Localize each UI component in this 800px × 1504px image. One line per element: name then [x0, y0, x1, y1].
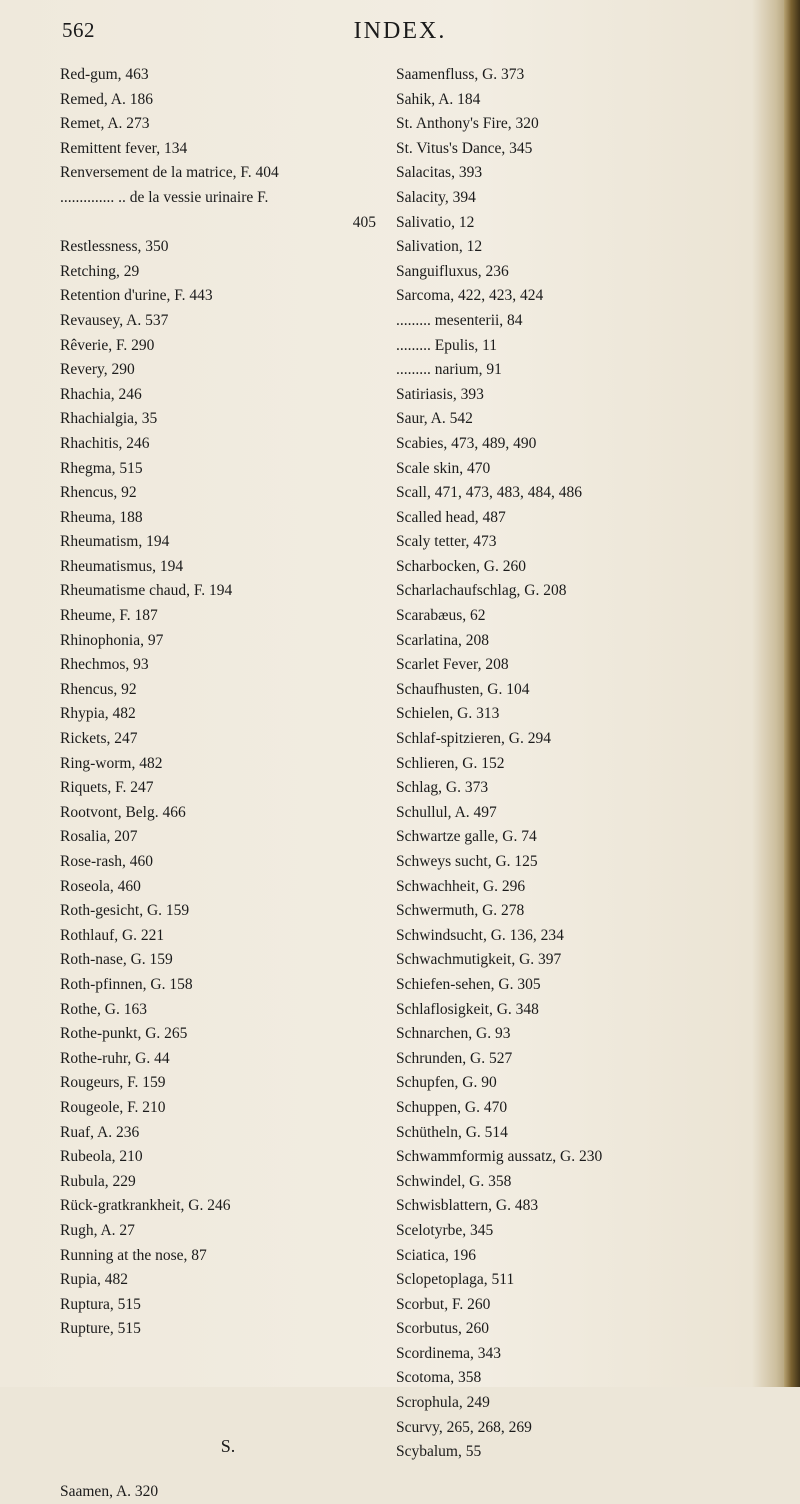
index-entry: Rubeola, 210 — [60, 1148, 143, 1166]
index-entry: Scabies, 473, 489, 490 — [396, 434, 537, 452]
index-entry: ......... mesenterii, 84 — [396, 311, 523, 329]
index-entry: Schwachheit, G. 296 — [396, 877, 526, 895]
index-entry: Rheumatism, 194 — [60, 533, 170, 551]
index-entry: Scotoma, 358 — [396, 1369, 482, 1387]
index-entry: Rupture, 515 — [60, 1320, 141, 1338]
index-entry: Rhachitis, 246 — [60, 434, 150, 452]
index-entry: St. Anthony's Fire, 320 — [396, 115, 539, 133]
index-entry: Rougeole, F. 210 — [60, 1098, 166, 1116]
index-entry: 405 — [352, 213, 376, 231]
index-entry: Scalled head, 487 — [396, 508, 506, 526]
index-entry: Scrophula, 249 — [396, 1394, 490, 1412]
index-entry: Scurvy, 265, 268, 269 — [396, 1418, 532, 1436]
index-entry: Rothlauf, G. 221 — [60, 926, 165, 944]
index-entry: Rhinophonia, 97 — [60, 631, 164, 649]
index-entry: Sanguifluxus, 236 — [396, 262, 509, 280]
index-entry: Salacity, 394 — [396, 188, 476, 206]
index-entry: Revausey, A. 537 — [60, 311, 169, 329]
index-entry: .............. .. de la vessie urinaire F. — [60, 188, 269, 206]
index-entry: Schielen, G. 313 — [396, 705, 500, 723]
index-entry: Scorbutus, 260 — [396, 1320, 489, 1338]
index-entry: Ruptura, 515 — [60, 1295, 141, 1313]
index-entry: Rhencus, 92 — [60, 484, 137, 502]
index-entry: Scaly tetter, 473 — [396, 533, 497, 551]
index-entry: Rheuma, 188 — [60, 508, 143, 526]
index-entry: Saamen, A. 320 — [60, 1482, 159, 1500]
index-entry: Scall, 471, 473, 483, 484, 486 — [396, 484, 582, 502]
index-entry: Ruaf, A. 236 — [60, 1123, 140, 1141]
index-entry: Renversement de la matrice, F. 404 — [60, 164, 279, 182]
left-index-column — [60, 63, 396, 1504]
index-entry: Schwermuth, G. 278 — [396, 902, 525, 920]
index-entry: Ring-worm, 482 — [60, 754, 163, 772]
index-entry: Rothe-punkt, G. 265 — [60, 1025, 188, 1043]
index-entry: Rheumatisme chaud, F. 194 — [60, 582, 233, 600]
index-entry: Sarcoma, 422, 423, 424 — [396, 287, 544, 305]
index-entry: Scarlatina, 208 — [396, 631, 489, 649]
index-entry: Sahik, A. 184 — [396, 90, 481, 108]
index-entry: Salivatio, 12 — [396, 213, 475, 231]
index-entry: Riquets, F. 247 — [60, 779, 154, 797]
index-entry: Scarlet Fever, 208 — [396, 656, 509, 674]
index-entry: Rheumatismus, 194 — [60, 557, 184, 575]
index-entry: Scharbocken, G. 260 — [396, 557, 526, 575]
index-entry: Retching, 29 — [60, 262, 140, 280]
index-entry: Rhencus, 92 — [60, 680, 137, 698]
book-binding-edge — [784, 0, 800, 1387]
index-entry: Schullul, A. 497 — [396, 803, 497, 821]
index-entry: Red-gum, 463 — [60, 66, 149, 83]
index-entry: Rickets, 247 — [60, 730, 138, 748]
index-entry: ......... narium, 91 — [396, 361, 502, 379]
index-entry: Schaufhusten, G. 104 — [396, 680, 530, 698]
index-entry: Schlieren, G. 152 — [396, 754, 505, 772]
index-entry: Scybalum, 55 — [396, 1443, 482, 1461]
index-entry: Schrunden, G. 527 — [396, 1049, 513, 1067]
index-entry: Remet, A. 273 — [60, 115, 150, 133]
index-entry: Rhachia, 246 — [60, 385, 142, 403]
index-entry: Schwindsucht, G. 136, 234 — [396, 926, 564, 944]
index-entry: Rothe, G. 163 — [60, 1000, 147, 1018]
index-entry: Rêverie, F. 290 — [60, 336, 155, 354]
index-entry: ......... Epulis, 11 — [396, 336, 498, 354]
index-entry: Running at the nose, 87 — [60, 1246, 207, 1264]
index-entry: Rhegma, 515 — [60, 459, 143, 477]
index-entry: Sciatica, 196 — [396, 1246, 477, 1264]
index-entry: Rück-gratkrankheit, G. 246 — [60, 1197, 231, 1215]
index-entry: Schupfen, G. 90 — [396, 1074, 497, 1092]
index-entry: Schwindel, G. 358 — [396, 1172, 512, 1190]
index-entry: Rugh, A. 27 — [60, 1221, 135, 1239]
index-entry: Remed, A. 186 — [60, 90, 153, 108]
index-entry: Sclopetoplaga, 511 — [396, 1271, 515, 1289]
index-entry: Schwisblattern, G. 483 — [396, 1197, 539, 1215]
right-index-column — [396, 63, 792, 1465]
index-entry: Schlaflosigkeit, G. 348 — [396, 1000, 539, 1018]
index-entry: Schnarchen, G. 93 — [396, 1025, 511, 1043]
index-entry: Schlag, G. 373 — [396, 779, 489, 797]
index-entry: Schwachmutigkeit, G. 397 — [396, 951, 562, 969]
index-entry: Scale skin, 470 — [396, 459, 491, 477]
index-entry: St. Vitus's Dance, 345 — [396, 139, 533, 157]
page-number: 562 — [62, 18, 95, 42]
index-entry: Scorbut, F. 260 — [396, 1295, 491, 1313]
index-entry: Schiefen-sehen, G. 305 — [396, 975, 541, 993]
index-entry: Saamenfluss, G. 373 — [396, 66, 525, 83]
index-entry: Roth-gesicht, G. 159 — [60, 902, 190, 920]
index-entry: Rosalia, 207 — [60, 828, 138, 846]
index-entry: Scarabæus, 62 — [396, 607, 486, 625]
index-entry: Rose-rash, 460 — [60, 853, 153, 870]
index-entry: Restlessness, 350 — [60, 238, 169, 256]
index-entry: Roth-nase, G. 159 — [60, 951, 173, 969]
index-entry: Revery, 290 — [60, 361, 135, 379]
index-entry: Schwartze galle, G. 74 — [396, 828, 537, 846]
index-entry: Saur, A. 542 — [396, 410, 473, 428]
index-entry: Rothe-ruhr, G. 44 — [60, 1049, 170, 1067]
index-entry: Schütheln, G. 514 — [396, 1123, 508, 1141]
page-title: INDEX. — [353, 18, 447, 44]
index-entry: Rhechmos, 93 — [60, 656, 149, 674]
index-entry: Satiriasis, 393 — [396, 385, 484, 403]
index-entry: Retention d'urine, F. 443 — [60, 287, 213, 305]
index-entry: Schuppen, G. 470 — [396, 1098, 508, 1116]
index-entry: Rhypia, 482 — [60, 705, 136, 723]
index-entry: Schweys sucht, G. 125 — [396, 853, 538, 870]
index-entry: Scordinema, 343 — [396, 1344, 502, 1362]
index-entry: Remittent fever, 134 — [60, 139, 188, 157]
index-entry: Rupia, 482 — [60, 1271, 129, 1289]
index-entry: Roth-pfinnen, G. 158 — [60, 975, 193, 993]
index-entry: Salivation, 12 — [396, 238, 483, 256]
index-entry: Rubula, 229 — [60, 1172, 136, 1190]
index-entry: Rhachialgia, 35 — [60, 410, 158, 428]
index-entry: Rougeurs, F. 159 — [60, 1074, 166, 1092]
index-entry: Schlaf-spitzieren, G. 294 — [396, 730, 551, 748]
index-entry: Schwammformig aussatz, G. 230 — [396, 1148, 603, 1166]
index-entry: Scharlachaufschlag, G. 208 — [396, 582, 567, 600]
section-letter-heading: S. — [220, 1435, 236, 1456]
index-entry: Salacitas, 393 — [396, 164, 483, 182]
index-entry: Scelotyrbe, 345 — [396, 1221, 494, 1239]
index-entry: Roseola, 460 — [60, 877, 141, 895]
index-entry: Rootvont, Belg. 466 — [60, 803, 186, 821]
index-entry: Rheume, F. 187 — [60, 607, 158, 625]
